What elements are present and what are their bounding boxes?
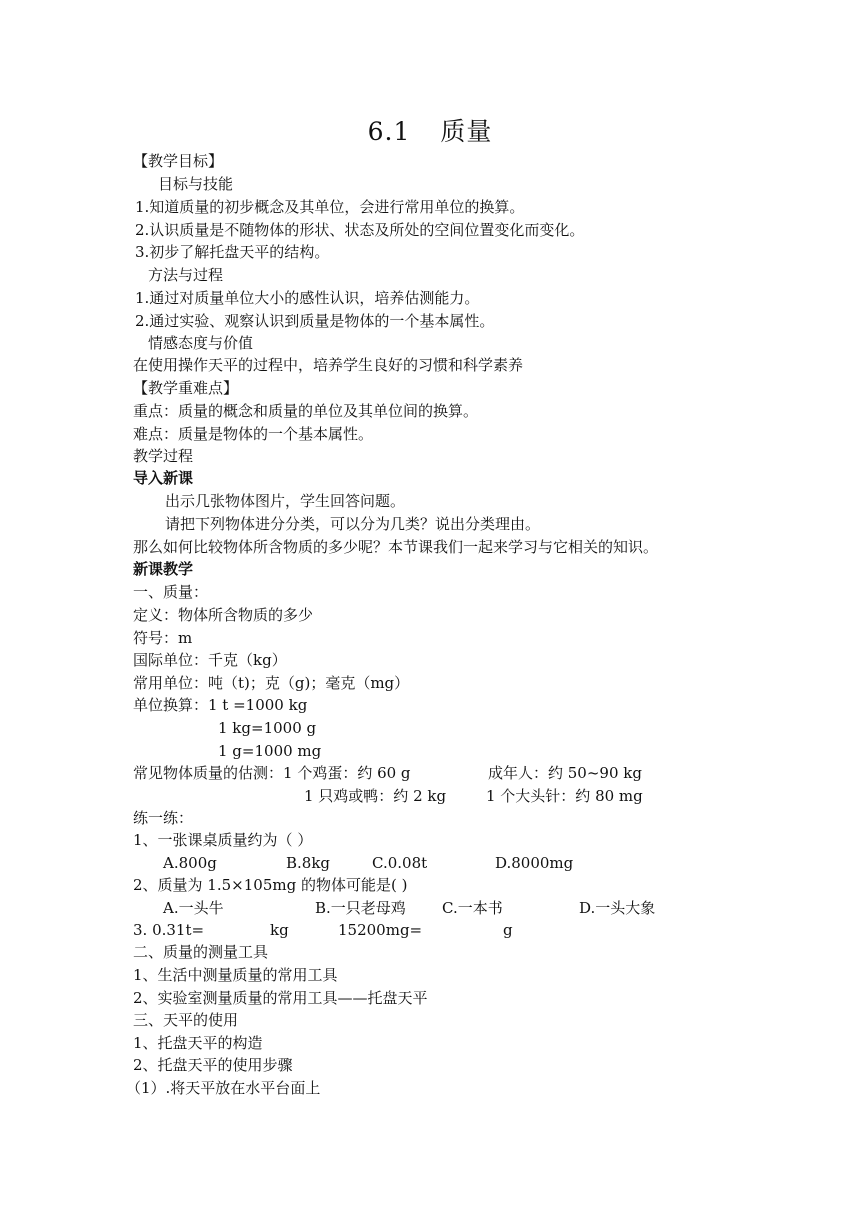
key-point: 重点：质量的概念和质量的单位及其单位间的换算。 bbox=[133, 402, 479, 420]
section-item: 1、托盘天平的构造 bbox=[133, 1034, 263, 1052]
si-unit-line: 国际单位：千克（kg） bbox=[133, 651, 287, 669]
objective-item: 1.通过对质量单位大小的感性认识，培养估测能力。 bbox=[135, 289, 480, 307]
objectives-heading: 【教学目标】 bbox=[133, 152, 224, 170]
intro-paragraph: 请把下列物体进分分类，可以分为几类？说出分类理由。 bbox=[165, 515, 541, 533]
estimate-line: 1 只鸡或鸭：约 2 kg bbox=[304, 787, 447, 805]
question-2: 2、质量为 1.5×105mg 的物体可能是( ) bbox=[133, 876, 408, 894]
title-number: 6.1 bbox=[367, 117, 411, 146]
new-lesson-heading: 新课教学 bbox=[133, 560, 194, 578]
objective-item: 2.认识质量是不随物体的形状、状态及所处的空间位置变化而变化。 bbox=[135, 221, 585, 239]
option-c: C.一本书 bbox=[442, 899, 503, 917]
difficult-point: 难点：质量是物体的一个基本属性。 bbox=[133, 425, 374, 443]
question-3-unit: g bbox=[503, 921, 513, 939]
question-3-part2: 15200mg= bbox=[338, 921, 423, 939]
conversion-line: 1 kg=1000 g bbox=[218, 719, 317, 737]
estimate-line: 1 个大头针：约 80 mg bbox=[486, 787, 643, 805]
question-3: 3. 0.31t= bbox=[133, 921, 205, 939]
option-c: C.0.08t bbox=[372, 854, 428, 872]
conversion-line: 单位换算：1 t =1000 kg bbox=[133, 696, 308, 714]
section-item: 2、实验室测量质量的常用工具——托盘天平 bbox=[133, 989, 428, 1007]
objective-item: 3.初步了解托盘天平的结构。 bbox=[135, 243, 330, 261]
objective-item: 在使用操作天平的过程中，培养学生良好的习惯和科学素养 bbox=[133, 356, 524, 374]
intro-heading: 导入新课 bbox=[133, 469, 194, 487]
method-process-heading: 方法与过程 bbox=[148, 266, 224, 284]
section-item: 2、托盘天平的使用步骤 bbox=[133, 1056, 293, 1074]
practice-heading: 练一练： bbox=[133, 809, 194, 827]
conversion-line: 1 g=1000 mg bbox=[218, 742, 322, 760]
question-1: 1、一张课桌质量约为（ ） bbox=[133, 831, 313, 849]
section-heading: 一、质量： bbox=[133, 583, 209, 601]
option-b: B.一只老母鸡 bbox=[315, 899, 406, 917]
option-a: A.800g bbox=[163, 854, 217, 872]
section-item: 1、生活中测量质量的常用工具 bbox=[133, 966, 338, 984]
objective-item: 2.通过实验、观察认识到质量是物体的一个基本属性。 bbox=[135, 312, 495, 330]
section-step: （1）.将天平放在水平台面上 bbox=[126, 1079, 321, 1097]
common-unit-line: 常用单位：吨（t)；克（g)；毫克（mg） bbox=[133, 674, 410, 692]
definition-line: 定义：物体所含物质的多少 bbox=[133, 606, 314, 624]
option-a: A.一头牛 bbox=[163, 899, 224, 917]
objective-item: 1.知道质量的初步概念及其单位，会进行常用单位的换算。 bbox=[135, 198, 525, 216]
estimate-line: 常见物体质量的估测：1 个鸡蛋：约 60 g bbox=[133, 764, 411, 782]
question-3-unit: kg bbox=[270, 921, 289, 939]
symbol-line: 符号：m bbox=[133, 629, 193, 647]
key-points-heading: 【教学重难点】 bbox=[133, 379, 239, 397]
section-heading: 三、天平的使用 bbox=[133, 1011, 239, 1029]
section-heading: 二、质量的测量工具 bbox=[133, 943, 269, 961]
page-title bbox=[0, 112, 860, 148]
intro-paragraph: 那么如何比较物体所含物质的多少呢？本节课我们一起来学习与它相关的知识。 bbox=[133, 538, 659, 556]
knowledge-skill-heading: 目标与技能 bbox=[158, 175, 234, 193]
process-heading: 教学过程 bbox=[133, 447, 194, 465]
intro-paragraph: 出示几张物体图片，学生回答问题。 bbox=[165, 492, 406, 510]
emotion-value-heading: 情感态度与价值 bbox=[148, 334, 254, 352]
title-text: 质量 bbox=[440, 117, 493, 146]
option-d: D.8000mg bbox=[495, 854, 574, 872]
estimate-line: 成年人：约 50~90 kg bbox=[488, 764, 642, 782]
option-d: D.一头大象 bbox=[579, 899, 656, 917]
option-b: B.8kg bbox=[286, 854, 331, 872]
